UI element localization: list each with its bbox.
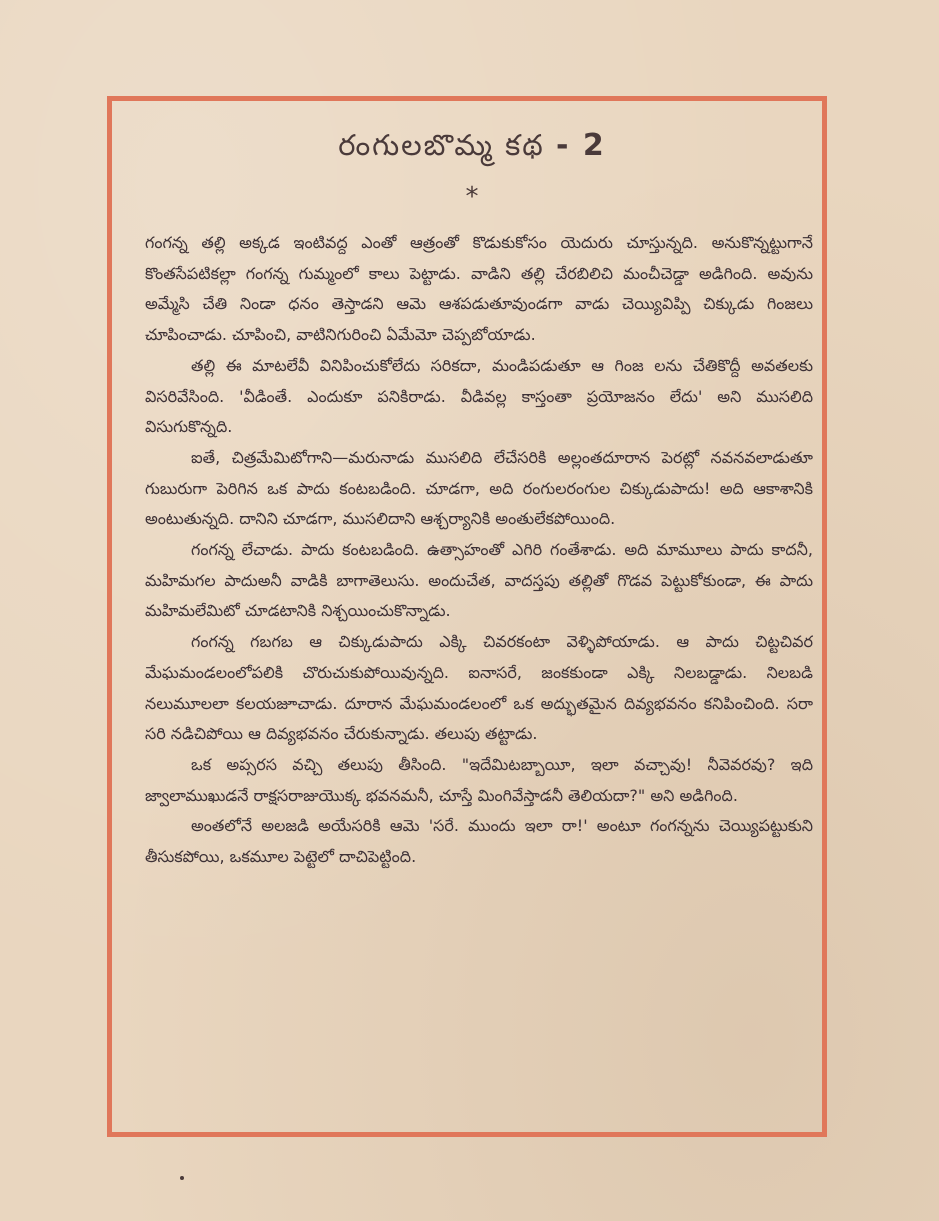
title-number: - 2 [555, 128, 606, 163]
story-body [145, 228, 813, 873]
separator-asterisk: * [465, 182, 479, 212]
paragraph: గంగన్న తల్లి అక్కడ ఇంటివద్ద ఎంతో ఆత్రంతో కొడుకుకోసం యెదురు చూస్తున్నది. అనుకొన్నట్టుగానే కొంతసేపటికల్లా గంగన్న గుమ్మంలో కాలు పెట్టాడు. వాడిని తల్లి చేరబిలిచి మంచీచెడ్డా అడిగింది. అవును అమ్మేసి చేతి నిండా ధనం తెస్తాడని ఆమె ఆశపడుతూవుండగా వాడు చెయ్యివిప్పి చిక్కుడు గింజలు చూపించాడు. చూపించి, వాటినిగురించి ఏమేమో చెప్పబోయాడు. [145, 233, 813, 345]
paragraph: ఐతే, చిత్రమేమిటోగాని—మరునాడు ముసలిది లేచేసరికి అల్లంతదూరాన పెరట్లో నవనవలాడుతూ గుబురుగా పెరిగిన ఒక పాదు కంటబడింది. చూడగా, అది రంగులరంగుల చిక్కుడుపాదు! అది ఆకాశానికి అంటుతున్నది. దానిని చూడగా, ముసలిదాని ఆశ్చర్యానికి అంతులేకపోయింది. [145, 447, 813, 529]
paragraph: అంతలోనే అలజడి అయేసరికి ఆమె 'సరే. ముందు ఇలా రా!' అంటూ గంగన్నను చెయ్యిపట్టుకుని తీసుకపోయి, ఒకమూల పెట్టెలో దాచిపెట్టింది. [145, 816, 813, 867]
paragraph: తల్లి ఈ మాటలేవీ వినిపించుకోలేదు సరికదా, మండిపడుతూ ఆ గింజ లను చేతికొద్దీ అవతలకు విసరివేసింది. 'వీడింతే. ఎందుకూ పనికిరాడు. వీడివల్ల కాస్తంతా ప్రయోజనం లేదు' అని ముసలిది విసుగుకొన్నది. [145, 355, 813, 437]
page-title [107, 128, 837, 170]
paragraph: గంగన్న లేచాడు. పాదు కంటబడింది. ఉత్సాహంతో ఎగిరి గంతేశాడు. అది మామూలు పాదు కాదనీ, మహిమగల పాదుఅనీ వాడికి బాగాతెలుసు. అందుచేత, వాదస్తపు తల్లితో గొడవ పెట్టుకోకుండా, ఈ పాదు మహిమలేమిటో చూడటానికి నిశ్చయించుకొన్నాడు. [145, 540, 813, 621]
title-text: రంగులబొమ్మ కథ [338, 128, 545, 162]
paragraph: ఒక అప్సరస వచ్చి తలుపు తీసింది. "ఇదేమిటబ్బాయీ, ఇలా వచ్చావు! నీవెవరవు? ఇది జ్వాలాముఖుడనే రాక్షసరాజుయొక్క భవనమనీ, చూస్తే మింగివేస్తాడనీ తెలియదా?" అని అడిగింది. [145, 754, 813, 805]
ink-speck [180, 1176, 184, 1180]
paragraph: గంగన్న గబగబ ఆ చిక్కుడుపాదు ఎక్కి చివరకంటా వెళ్ళిపోయాడు. ఆ పాదు చిట్టచివర మేఘమండలంలోపలికి చొరుచుకుపోయివున్నది. ఐనాసరే, జంకకుండా ఎక్కి నిలబడ్డాడు. నిలబడి నలుమూలలా కలయజూచాడు. దూరాన మేఘమండలంలో ఒక అద్భుతమైన దివ్యభవనం కనిపించింది. సరా సరి నడిచిపోయి ఆ దివ్యభవనం చేరుకున్నాడు. తలుపు తట్టాడు. [145, 632, 813, 744]
